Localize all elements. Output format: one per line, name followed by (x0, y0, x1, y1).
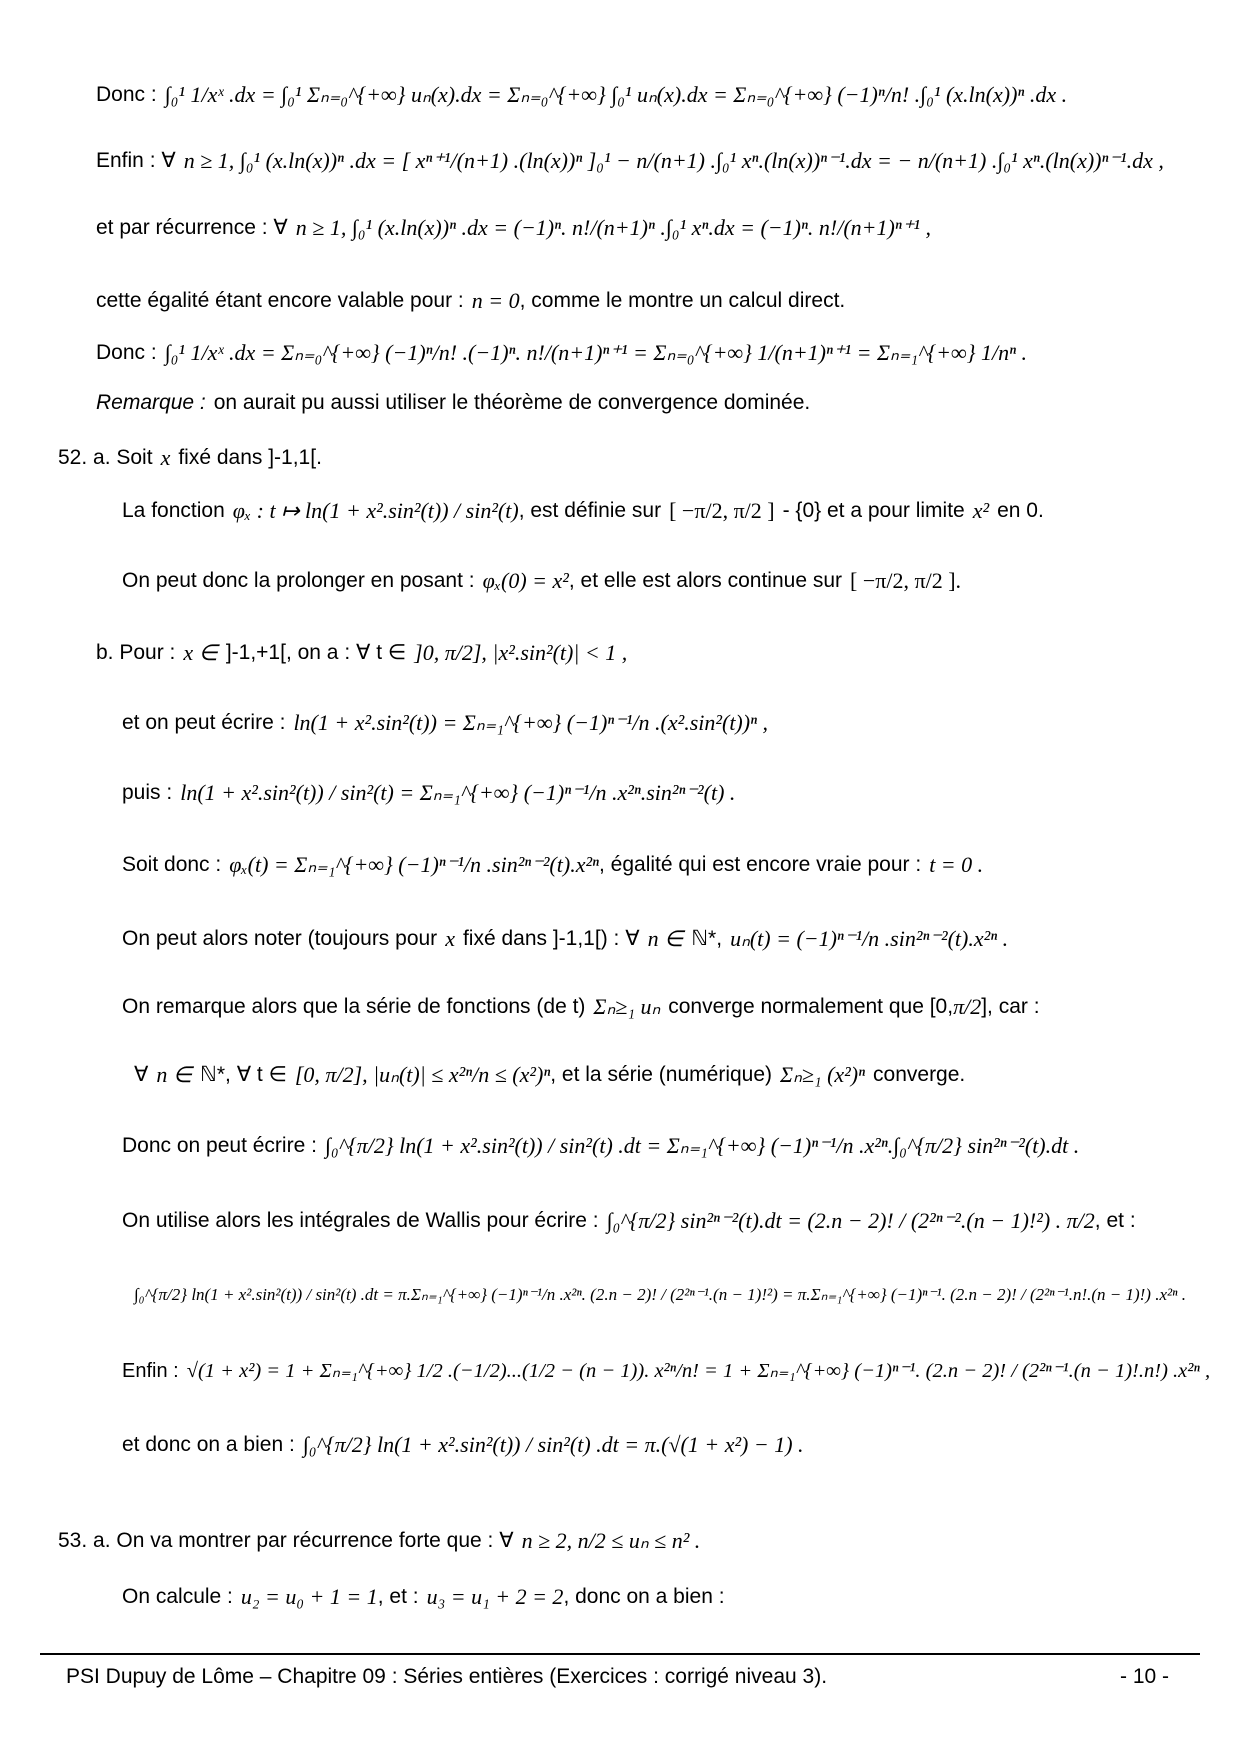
line-majoration: ∀ n ∈ ℕ*, ∀ t ∈ [0, π/2], |uₙ(t)| ≤ x²ⁿ/n ≤ (x²)ⁿ , et la série (numérique) Σₙ≥₁ (x²)ⁿ converge. (134, 1062, 966, 1087)
math-expression: ∫₀¹ 1/xˣ .dx = Σₙ₌₀^{+∞} (−1)ⁿ/n! .(−1)ⁿ. n!/(n+1)ⁿ⁺¹ = Σₙ₌₀^{+∞} 1/(n+1)ⁿ⁺¹ = Σₙ₌₁^{+∞} 1/nⁿ . (164, 340, 1028, 365)
footer-divider (40, 1653, 1200, 1655)
line-exercise-53a: 53. a. On va montrer par récurrence forte que : ∀ n ≥ 2, n/2 ≤ uₙ ≤ n² . (58, 1528, 701, 1553)
line-enfin-ipp: Enfin : ∀ n ≥ 1, ∫₀¹ (x.ln(x))ⁿ .dx = [ xⁿ⁺¹/(n+1) .(ln(x))ⁿ ]₀¹ − n/(n+1) .∫₀¹ xⁿ.(ln(x))ⁿ⁻¹.dx = − n/(n+1) .∫₀¹ xⁿ.(ln(x))ⁿ⁻¹.dx , (96, 148, 1164, 173)
math-expression: n ≥ 1, ∫₀¹ (x.ln(x))ⁿ .dx = (−1)ⁿ. n!/(n+1)ⁿ .∫₀¹ xⁿ.dx = (−1)ⁿ. n!/(n+1)ⁿ⁺¹ , (295, 215, 931, 240)
line-donc-serie: Donc : ∫₀¹ 1/xˣ .dx = Σₙ₌₀^{+∞} (−1)ⁿ/n! .(−1)ⁿ. n!/(n+1)ⁿ⁺¹ = Σₙ₌₀^{+∞} 1/(n+1)ⁿ⁺¹ = Σₙ₌₁^{+∞} 1/nⁿ . (96, 340, 1028, 365)
line-integral-series: ∫₀^{π/2} ln(1 + x².sin²(t)) / sin²(t) .dt = π.Σₙ₌₁^{+∞} (−1)ⁿ⁻¹/n .x²ⁿ. (2.n − 2)! / (2²ⁿ⁻¹.(n − 1)!²) = π.Σₙ₌₁^{+∞} (−1)ⁿ⁻¹. (2.n − 2)! / (2²ⁿ⁻¹.n!.(n − 1)!) .x²ⁿ . (134, 1285, 1186, 1304)
remarque-label: Remarque : (96, 391, 206, 414)
line-recurrence: et par récurrence : ∀ n ≥ 1, ∫₀¹ (x.ln(x))ⁿ .dx = (−1)ⁿ. n!/(n+1)ⁿ .∫₀¹ xⁿ.dx = (−1)ⁿ. n!/(n+1)ⁿ⁺¹ , (96, 215, 931, 240)
line-on-peut-ecrire: et on peut écrire : ln(1 + x².sin²(t)) = Σₙ₌₁^{+∞} (−1)ⁿ⁻¹/n .(x².sin²(t))ⁿ , (122, 710, 769, 735)
page-number: - 10 - (1120, 1665, 1170, 1688)
line-prolonger: On peut donc la prolonger en posant : φₓ(0) = x² , et elle est alors continue sur [ −π/2, π/2 ]. (122, 568, 962, 593)
line-la-fonction: La fonction φₓ : t ↦ ln(1 + x².sin²(t)) / sin²(t) , est définie sur [ −π/2, π/2 ] - {0} et a pour limite x² en 0. (122, 498, 1044, 523)
line-convergence-normale: On remarque alors que la série de fonctions (de t) Σₙ≥₁ uₙ converge normalement que [0, π/2 ], car : (122, 994, 1040, 1019)
footer-title: PSI Dupuy de Lôme – Chapitre 09 : Séries entières (Exercices : corrigé niveau 3). (66, 1665, 828, 1688)
line-enfin-racine: Enfin : √(1 + x²) = 1 + Σₙ₌₁^{+∞} 1/2 .(−1/2)...(1/2 − (n − 1)). x²ⁿ/n! = 1 + Σₙ₌₁^{+∞} (−1)ⁿ⁻¹. (2.n − 2)! / (2²ⁿ⁻¹.(n − 1)!.n!) .x²ⁿ , (122, 1360, 1211, 1382)
math-expression: ∫₀¹ 1/xˣ .dx = ∫₀¹ Σₙ₌₀^{+∞} uₙ(x).dx = Σₙ₌₀^{+∞} ∫₀¹ uₙ(x).dx = Σₙ₌₀^{+∞} (−1)ⁿ/n! .∫₀¹ (x.ln(x))ⁿ .dx . (164, 82, 1068, 107)
line-exercise-52a: 52. a. Soit x fixé dans ]-1,1[. (58, 445, 322, 470)
line-wallis: On utilise alors les intégrales de Wallis pour écrire : ∫₀^{π/2} sin²ⁿ⁻²(t).dt = (2.n − 2)! / (2²ⁿ⁻².(n − 1)!²) . π/2 , et : (122, 1208, 1136, 1233)
line-on-calcule: On calcule : u₂ = u₀ + 1 = 1 , et : u₃ = u₁ + 2 = 2 , donc on a bien : (122, 1584, 725, 1609)
math-expression: n = 0 (471, 288, 520, 313)
line-puis: puis : ln(1 + x².sin²(t)) / sin²(t) = Σₙ₌₁^{+∞} (−1)ⁿ⁻¹/n .x²ⁿ.sin²ⁿ⁻²(t) . (122, 780, 736, 805)
line-donc-on-peut-ecrire: Donc on peut écrire : ∫₀^{π/2} ln(1 + x².sin²(t)) / sin²(t) .dt = Σₙ₌₁^{+∞} (−1)ⁿ⁻¹/n .x²ⁿ.∫₀^{π/2} sin²ⁿ⁻²(t).dt . (122, 1133, 1080, 1158)
line-donc-integral: Donc : ∫₀¹ 1/xˣ .dx = ∫₀¹ Σₙ₌₀^{+∞} uₙ(x).dx = Σₙ₌₀^{+∞} ∫₀¹ uₙ(x).dx = Σₙ₌₀^{+∞} (−1)ⁿ/n! .∫₀¹ (x.ln(x))ⁿ .dx . (96, 82, 1068, 107)
line-conclusion-52: et donc on a bien : ∫₀^{π/2} ln(1 + x².sin²(t)) / sin²(t) .dt = π.(√(1 + x²) − 1) . (122, 1432, 804, 1457)
line-on-peut-noter: On peut alors noter (toujours pour x fixé dans ]-1,1[) : ∀ n ∈ ℕ*, uₙ(t) = (−1)ⁿ⁻¹/n .sin²ⁿ⁻²(t).x²ⁿ . (122, 926, 1009, 951)
math-expression: n ≥ 1, ∫₀¹ (x.ln(x))ⁿ .dx = [ xⁿ⁺¹/(n+1) .(ln(x))ⁿ ]₀¹ − n/(n+1) .∫₀¹ xⁿ.(ln(x))ⁿ⁻¹.dx = − n/(n+1) .∫₀¹ xⁿ.(ln(x))ⁿ⁻¹.dx , (183, 148, 1164, 173)
line-remarque: Remarque : on aurait pu aussi utiliser le théorème de convergence dominée. (96, 391, 811, 414)
line-52b-pour: b. Pour : x ∈ ]-1,+1[, on a : ∀ t ∈ ]0, π/2], |x².sin²(t)| < 1 , (96, 640, 628, 665)
line-soit-donc: Soit donc : φₓ(t) = Σₙ₌₁^{+∞} (−1)ⁿ⁻¹/n .sin²ⁿ⁻²(t).x²ⁿ , égalité qui est encore vraie pour : t = 0 . (122, 852, 984, 877)
line-egalite-valable: cette égalité étant encore valable pour : n = 0 , comme le montre un calcul direct. (96, 288, 846, 313)
